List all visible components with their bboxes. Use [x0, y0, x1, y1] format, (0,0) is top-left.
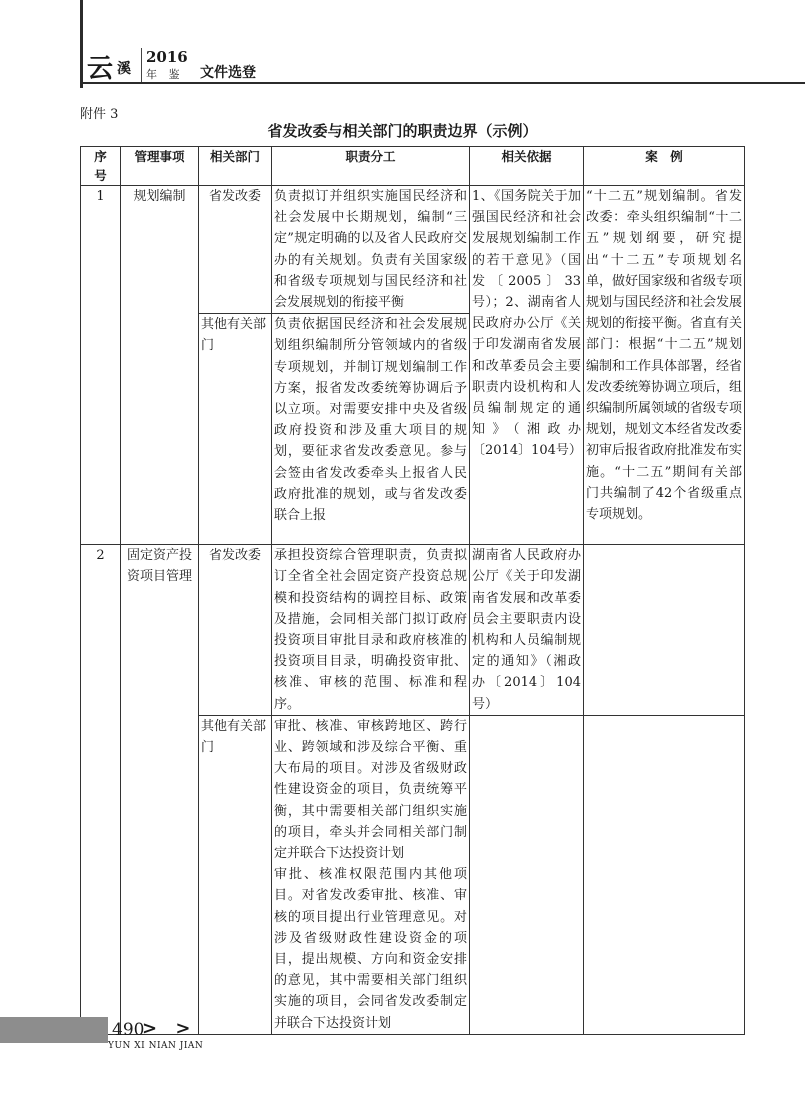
case-cell: “十二五”规划编制。省发改委：牵头组织编制“十二五”规划纲要，研究提出“十二五”专项规划名单，做好国家级和省级专项规划与国民经济和社会发展规划的衔接平衡。省直有关部门：根据“十二五”规划编制和工作具体部署，经省发改委统筹协调立项后，组织编制所属领域的省级专项规划，规划文本经省发改委初审后报省政府批准发布实施。“十二五”期间有关部门共编制了42个省级重点专项规划。	[584, 186, 745, 545]
duty-paragraph: 审批、核准、审核跨地区、跨行业、跨领域和涉及综合平衡、重大布局的项目。对涉及省级财政性建设资金的项目，负责统筹平衡，其中需要相关部门组织实施的项目，牵头并会同相关部门制定并联合下达投资计划	[274, 718, 467, 862]
yearbook-year: 2016	[146, 48, 188, 66]
col-header-case: 案 例	[584, 147, 745, 186]
department-cell: 其他有关部门	[199, 314, 272, 545]
management-item: 规划编制	[121, 186, 199, 545]
yearbook-logo-sub: 溪	[117, 61, 131, 77]
logo-divider	[141, 48, 142, 82]
header-vertical-rule	[80, 0, 83, 88]
basis-cell: 湖南省人民政府办公厅《关于印发湖南省发展和改革委员会主要职责内设机构和人员编制规定的通知》（湘政办〔2014〕104号）	[470, 545, 584, 716]
table-row	[81, 186, 745, 314]
basis-cell: 1、《国务院关于加强国民经济和社会发展规划编制工作的若干意见》（国发〔2005〕33号）；2、湖南省人民政府办公厅《关于印发湖南省发展和改革委员会主要职责内设机构和人员编制规定的通知》（湘政办〔2014〕104号）	[470, 186, 584, 545]
table-row	[81, 545, 745, 716]
col-header-dept: 相关部门	[199, 147, 272, 186]
department-cell: 省发改委	[199, 186, 272, 314]
duty-paragraph: 审批、核准权限范围内其他项目。对省发改委审批、核准、审核的项目提出行业管理意见。对涉及省级财政性建设资金的项目，提出规模、方向和资金安排的意见，其中需要相关部门组织实施的项目，会同省发改委制定并联合下达投资计划	[274, 867, 467, 1031]
table-header-row	[81, 147, 745, 186]
col-header-duty: 职责分工	[272, 147, 470, 186]
duty-cell	[272, 715, 470, 1034]
page-header	[0, 0, 805, 100]
duty-cell: 负责拟订并组织实施国民经济和社会发展中长期规划，编制“三定”规定明确的以及省人民政府交办的有关规划。负责有关国家级和省级专项规划与国民经济和社会发展规划的衔接平衡	[272, 186, 470, 314]
case-cell	[584, 715, 745, 1034]
col-header-basis: 相关依据	[470, 147, 584, 186]
document-title: 省发改委与相关部门的职责边界（示例）	[267, 122, 538, 140]
row-number: 2	[81, 545, 121, 1035]
department-cell: 省发改委	[199, 545, 272, 716]
duty-cell: 负责依据国民经济和社会发展规划组织编制所分管领域内的省级专项规划，并制订规划编制工作方案，报省发改委统筹协调后予以立项。对需要安排中央及省级政府投资和涉及重大项目的规划，要征求省发改委意见。参与会签由省发改委牵头上报省人民政府批准的规划，或与省发改委联合上报	[272, 314, 470, 545]
department-cell: 其他有关部门	[199, 715, 272, 1034]
chevron-right-icon: > >	[142, 1018, 197, 1039]
duty-cell: 承担投资综合管理职责，负责拟订全省全社会固定资产投资总规模和投资结构的调控目标、政策及措施，会同相关部门拟订政府投资项目审批目录和政府核准的投资项目目录，明确投资审批、核准、审核的范围、标准和程序。	[272, 545, 470, 716]
page-number: 490	[112, 1020, 145, 1040]
footer-bar	[0, 1017, 108, 1043]
row-number: 1	[81, 186, 121, 545]
case-cell	[584, 545, 745, 716]
footer-yearbook-name: YUN XI NIAN JIAN	[108, 1041, 204, 1051]
section-title: 文件选登	[200, 65, 256, 81]
basis-cell	[470, 715, 584, 1034]
header-horizontal-rule	[83, 82, 805, 84]
col-header-item: 管理事项	[121, 147, 199, 186]
yearbook-logo-main: 云	[87, 54, 116, 84]
responsibility-table	[80, 146, 745, 1035]
yearbook-label: 年 鉴	[146, 68, 184, 81]
col-header-no: 序 号	[81, 147, 121, 186]
management-item: 固定资产投资项目管理	[121, 545, 199, 1035]
attachment-label: 附件 3	[80, 107, 119, 122]
